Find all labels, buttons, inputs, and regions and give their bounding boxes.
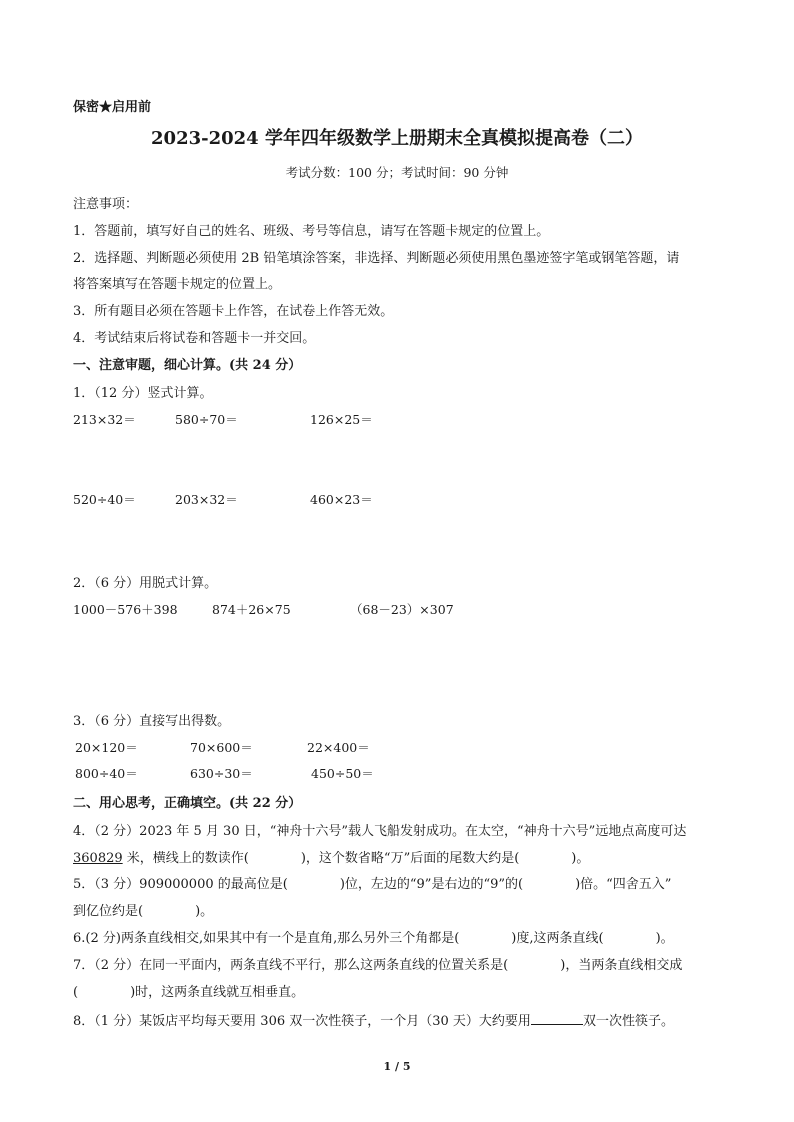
question-2-label: 2．（6 分）用脱式计算。 bbox=[73, 576, 218, 591]
question-4-text: 米，横线上的数读作( )，这个数省略“万”后面的尾数大约是( )。 bbox=[122, 851, 590, 866]
q1-item: 213×32＝ bbox=[73, 412, 136, 427]
note-2-line-1: 2．选择题、判断题必须使用 2B 铅笔填涂答案，非选择、判断题必须使用黑色墨迹签字笔或钢笔答题，请 bbox=[73, 251, 680, 266]
q1-item: 460×23＝ bbox=[310, 492, 373, 507]
note-4: 4．考试结束后将试卷和答题卡一并交回。 bbox=[73, 331, 316, 346]
q3-item: 20×120＝ bbox=[75, 740, 138, 755]
q3-item: 450÷50＝ bbox=[311, 766, 374, 781]
q3-item: 70×600＝ bbox=[190, 740, 253, 755]
q1-item: 203×32＝ bbox=[175, 492, 238, 507]
q1-item: 520÷40＝ bbox=[73, 492, 136, 507]
q2-item: （68－23）×307 bbox=[350, 602, 454, 617]
question-8 bbox=[73, 1010, 674, 1029]
question-7-line-1: 7．（2 分）在同一平面内，两条直线不平行，那么这两条直线的位置关系是( )，当两条直线相交成 bbox=[73, 958, 683, 973]
exam-title: 2023-2024 学年四年级数学上册期末全真模拟提高卷（二） bbox=[151, 128, 643, 149]
q3-item: 630÷30＝ bbox=[190, 766, 253, 781]
underlined-number: 360829 bbox=[73, 851, 123, 866]
question-5-line-1: 5．（3 分）909000000 的最高位是( )位，左边的“9”是右边的“9”的( )倍。“四舍五入” bbox=[73, 877, 672, 892]
section-1-heading: 一、注意审题，细心计算。(共 24 分） bbox=[73, 358, 302, 373]
page-number: 1 / 5 bbox=[383, 1060, 411, 1073]
q1-item: 126×25＝ bbox=[310, 412, 373, 427]
note-3: 3．所有题目必须在答题卡上作答，在试卷上作答无效。 bbox=[73, 304, 394, 319]
section-2-heading: 二、用心思考，正确填空。(共 22 分） bbox=[73, 796, 302, 811]
question-6: 6.(2 分)两条直线相交,如果其中有一个是直角,那么另外三个角都是( )度,这两条直线( )。 bbox=[73, 931, 674, 946]
question-8-text: 8．（1 分）某饭店平均每天要用 306 双一次性筷子，一个月（30 天）大约要用 bbox=[73, 1014, 531, 1029]
notes-heading: 注意事项： bbox=[73, 197, 139, 212]
q3-item: 800÷40＝ bbox=[75, 766, 138, 781]
question-4-line-2 bbox=[73, 847, 589, 866]
confidential-mark: 保密★启用前 bbox=[73, 100, 152, 115]
question-4-line-1: 4．（2 分）2023 年 5 月 30 日，“神舟十六号”载人飞船发射成功。在太空，“神舟十六号”远地点高度可达 bbox=[73, 824, 687, 839]
question-5-line-2: 到亿位约是( )。 bbox=[73, 904, 214, 919]
question-7-line-2: ( )时，这两条直线就互相垂直。 bbox=[73, 985, 305, 1000]
note-2-line-2: 将答案填写在答题卡规定的位置上。 bbox=[73, 277, 282, 292]
note-1: 1．答题前，填写好自己的姓名、班级、考号等信息，请写在答题卡规定的位置上。 bbox=[73, 224, 550, 239]
question-3-label: 3．（6 分）直接写出得数。 bbox=[73, 714, 231, 729]
answer-blank[interactable] bbox=[531, 1012, 583, 1025]
q2-item: 1000－576＋398 bbox=[73, 602, 178, 617]
question-1-label: 1．（12 分）竖式计算。 bbox=[73, 386, 213, 401]
q2-item: 874＋26×75 bbox=[212, 602, 291, 617]
question-8-tail: 双一次性筷子。 bbox=[582, 1014, 674, 1029]
exam-meta: 考试分数：100 分；考试时间：90 分钟 bbox=[285, 165, 509, 180]
q3-item: 22×400＝ bbox=[307, 740, 370, 755]
q1-item: 580÷70＝ bbox=[175, 412, 238, 427]
